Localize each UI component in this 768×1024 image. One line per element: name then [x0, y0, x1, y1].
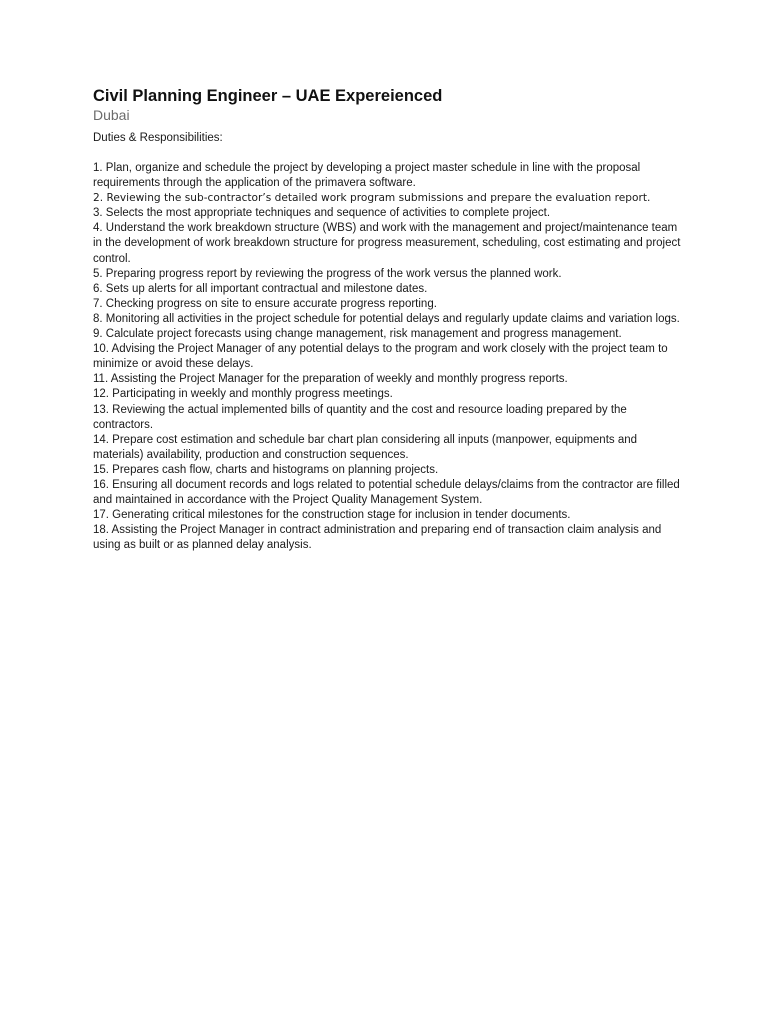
- duty-item: 3. Selects the most appropriate techniques and sequence of activities to complete project.: [93, 207, 551, 220]
- duty-item: 11. Assisting the Project Manager for the preparation of weekly and monthly progress reports.: [93, 373, 568, 386]
- duty-item: 18. Assisting the Project Manager in contract administration and preparing end of transaction claim analysis and using as built or as planned delay analysis.: [93, 524, 662, 552]
- duty-item: 16. Ensuring all document records and logs related to potential schedule delays/claims from the contractor are filled and maintained in accordance with the Project Quality Management System.: [93, 478, 680, 507]
- duty-item: 13. Reviewing the actual implemented bills of quantity and the cost and resource loading prepared by the contractors.: [93, 403, 627, 431]
- duties-list: [93, 161, 683, 553]
- job-title: Civil Planning Engineer – UAE Expereienced: [93, 87, 443, 105]
- duties-heading: Duties & Responsibilities:: [93, 132, 223, 144]
- duty-item: 5. Preparing progress report by reviewing the progress of the work versus the planned work.: [93, 267, 562, 280]
- duty-item: 4. Understand the work breakdown structure (WBS) and work with the management and project/maintenance team in the development of work breakdown structure for progress measurement, scheduling, cost estimating and project control.: [93, 222, 681, 265]
- document-content: [93, 86, 683, 553]
- duty-item: 12. Participating in weekly and monthly progress meetings.: [93, 388, 393, 401]
- duty-item: 17. Generating critical milestones for the construction stage for inclusion in tender documents.: [93, 509, 571, 522]
- duty-item: 6. Sets up alerts for all important contractual and milestone dates.: [93, 282, 428, 295]
- duty-item: 10. Advising the Project Manager of any potential delays to the program and work closely with the project team to minimize or avoid these delays.: [93, 343, 668, 371]
- duty-item: 14. Prepare cost estimation and schedule bar chart plan considering all inputs (manpower, equipments and materials) availability, production and construction sequences.: [93, 433, 638, 461]
- duty-item: 2. Reviewing the sub-contractor’s detailed work program submissions and prepare the evaluation report.: [93, 192, 651, 205]
- duty-item: 8. Monitoring all activities in the project schedule for potential delays and regularly update claims and variation logs.: [93, 312, 680, 325]
- duty-item: 9. Calculate project forecasts using change management, risk management and progress management.: [93, 328, 622, 341]
- job-location: Dubai: [93, 107, 130, 123]
- duty-item: 15. Prepares cash flow, charts and histograms on planning projects.: [93, 463, 439, 476]
- duty-item: 1. Plan, organize and schedule the project by developing a project master schedule in line with the proposal requirements through the application of the primavera software.: [93, 162, 641, 190]
- duty-item: 7. Checking progress on site to ensure accurate progress reporting.: [93, 297, 437, 310]
